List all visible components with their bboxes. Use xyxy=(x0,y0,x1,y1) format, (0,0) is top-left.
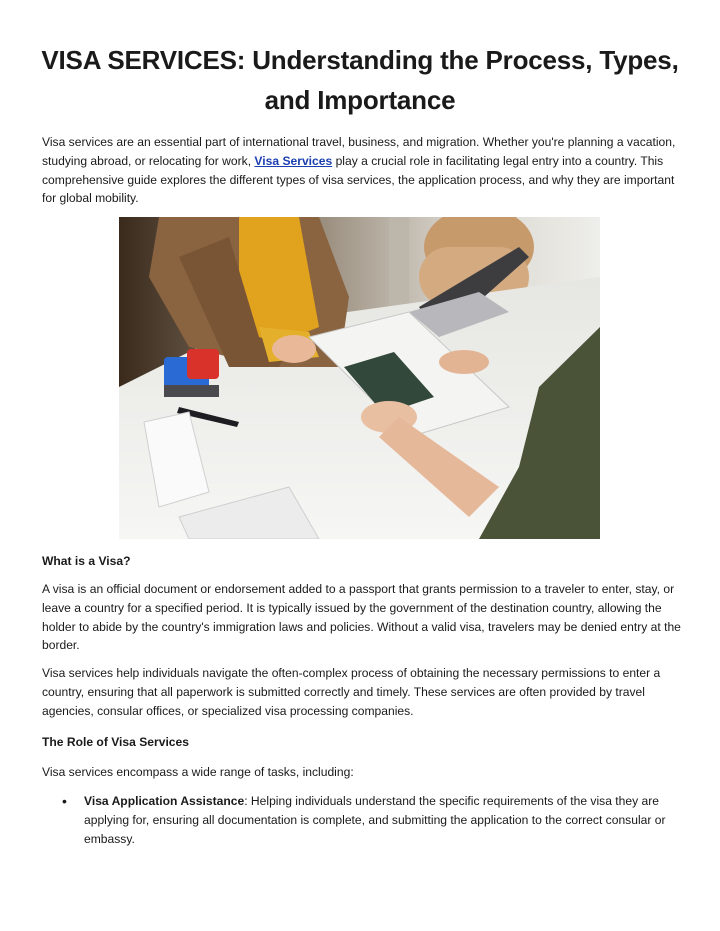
paragraph-what-is-a-visa: A visa is an official document or endorsement added to a passport that grants permission to a traveler to enter, stay, or leave a country for a specified period. It is typically issued by the government of the destination country, allowing the holder to abide by the country's immigration laws and policies. Without a valid visa, travelers may be denied entry at the border. xyxy=(42,582,681,653)
photo-illustration xyxy=(119,217,600,539)
title-line-2: and Importance xyxy=(264,85,456,115)
visa-services-link[interactable]: Visa Services xyxy=(254,153,333,168)
page-title xyxy=(40,40,680,120)
bullet-term: Visa Application Assistance xyxy=(84,794,245,808)
intro-paragraph xyxy=(42,133,682,208)
bullet-description: : Helping individuals understand the specific requirements of the visa they are applying for, ensuring all documentation is complete, and submitting the application to the correct consular or embassy. xyxy=(84,794,666,846)
heading-what-is-a-visa: What is a Visa? xyxy=(42,554,131,568)
paragraph-visa-services-help: Visa services help individuals navigate the often-complex process of obtaining the necessary permissions to enter a country, ensuring that all paperwork is submitted correctly and timely. These services are often provided by travel agencies, consular offices, or specialized visa processing companies. xyxy=(42,666,661,718)
bullet-icon: • xyxy=(62,793,67,809)
intro-text-start: Visa services are an essential part of international travel, business, and migration. Whether you're planning a vacation, studying abroad, or relocating for work, xyxy=(42,135,676,168)
visa-office-photo xyxy=(119,217,600,539)
list-item xyxy=(84,792,684,848)
heading-role-of-visa-services: The Role of Visa Services xyxy=(42,735,189,749)
intro-text-end: play a crucial role in facilitating legal entry into a country. This comprehensive guide explores the different types of visa services, the application process, and why they are important for global mobility. xyxy=(42,153,675,206)
title-line-1: VISA SERVICES: Understanding the Process, Types, xyxy=(41,45,679,75)
paragraph-role-intro: Visa services encompass a wide range of tasks, including: xyxy=(42,765,354,779)
